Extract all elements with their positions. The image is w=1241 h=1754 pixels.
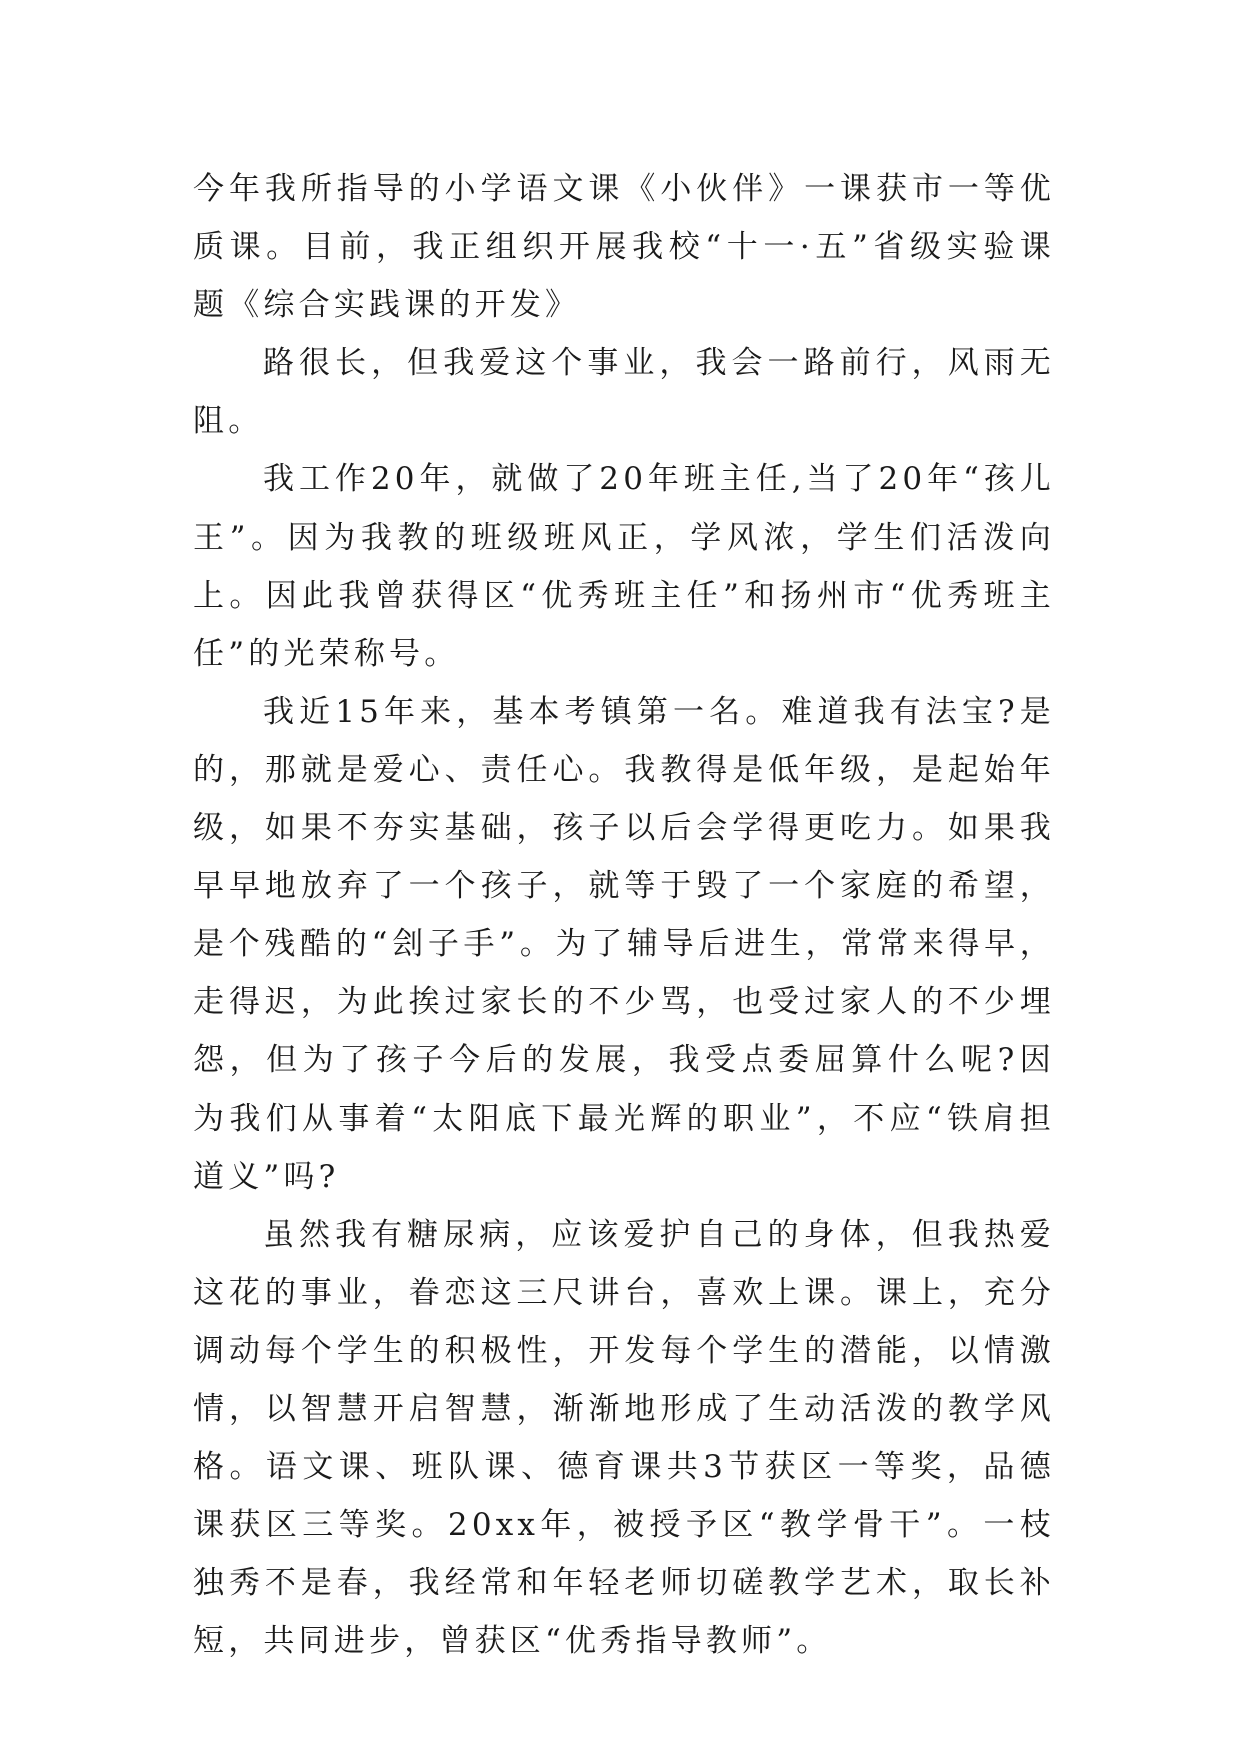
paragraph-3: 我工作20年，就做了20年班主任,当了20年“孩儿王”。因为我教的班级班风正，学风浓，学生们活泼向上。因此我曾获得区“优秀班主任”和扬州市“优秀班主任”的光荣称号。 bbox=[193, 461, 1055, 672]
paragraph-5: 虽然我有糖尿病，应该爱护自己的身体，但我热爱这花的事业，眷恋这三尺讲台，喜欢上课。课上，充分调动每个学生的积极性，开发每个学生的潜能，以情激情，以智慧开启智慧，渐渐地形成了生动活泼的教学风格。语文课、班队课、德育课共3节获区一等奖，品德课获区三等奖。20xx年，被授予区“教学骨干”。一枝独秀不是春，我经常和年轻老师切磋教学艺术，取长补短，共同进步，曾获区“优秀指导教师”。 bbox=[193, 1216, 1055, 1660]
paragraph-4: 我近15年来，基本考镇第一名。难道我有法宝?是的，那就是爱心、责任心。我教得是低年级，是起始年级，如果不夯实基础，孩子以后会学得更吃力。如果我早早地放弃了一个孩子，就等于毁了一个家庭的希望，是个残酷的“刽子手”。为了辅导后进生，常常来得早，走得迟，为此挨过家长的不少骂，也受过家人的不少埋怨，但为了孩子今后的发展，我受点委屈算什么呢?因为我们从事着“太阳底下最光辉的职业”，不应“铁肩担道义”吗? bbox=[193, 693, 1055, 1195]
paragraph-1: 今年我所指导的小学语文课《小伙伴》一课获市一等优质课。目前，我正组织开展我校“十一·五”省级实验课题《综合实践课的开发》 bbox=[193, 171, 1055, 324]
paragraph-2: 路很长，但我爱这个事业，我会一路前行，风雨无阻。 bbox=[193, 345, 1055, 440]
document-body bbox=[193, 160, 1055, 1670]
